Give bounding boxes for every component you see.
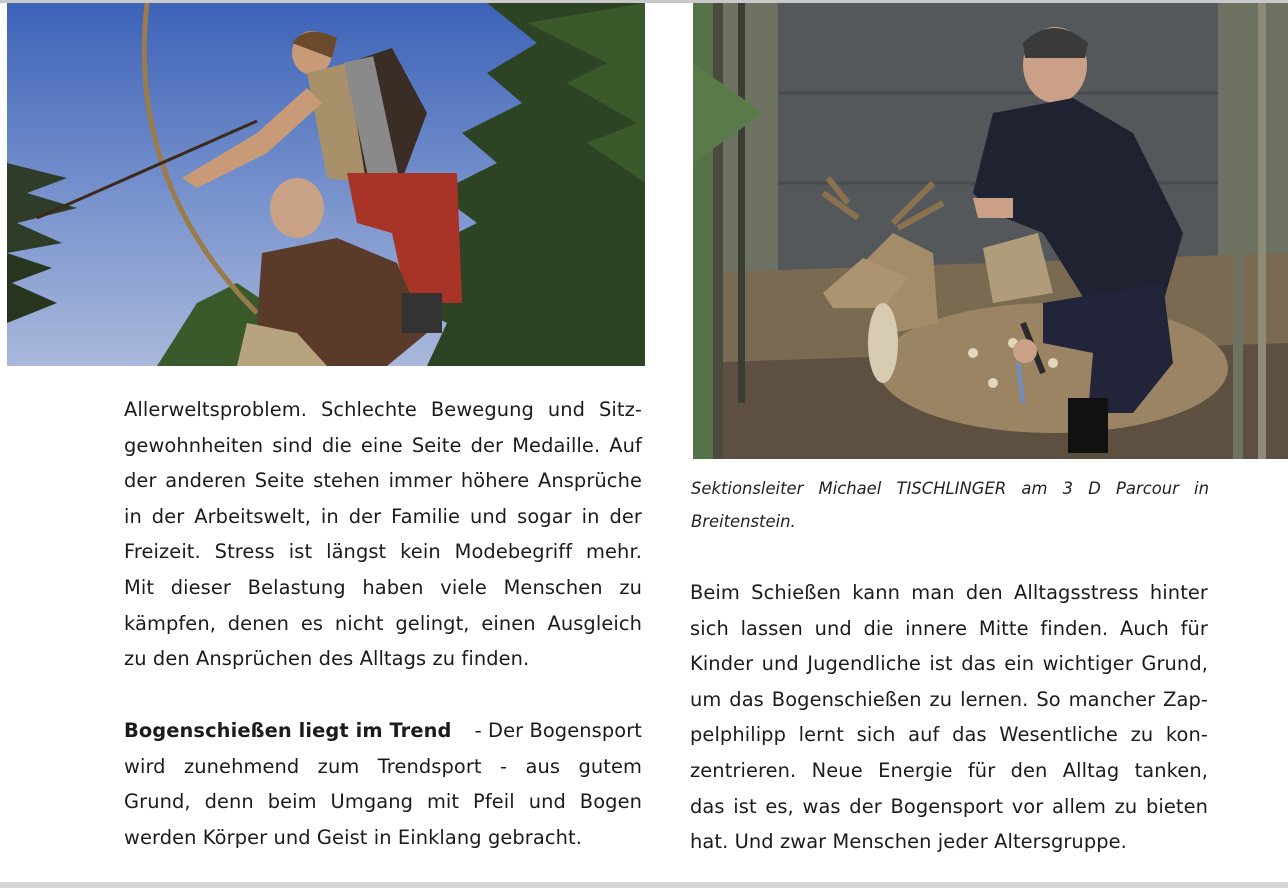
text-line: Beim Schießen kann man den Alltagsstress hinter bbox=[690, 581, 1208, 604]
text-line: zentrieren. Neue Energie für den Alltag tanken, bbox=[690, 758, 1208, 782]
caption-line: Sektionsleiter Michael TISCHLINGER am 3 D Parcour in bbox=[691, 479, 1209, 498]
text-line: gewohnheiten sind die eine Seite der Medaille. Auf bbox=[124, 433, 642, 457]
archers-photo bbox=[7, 3, 645, 366]
text-line: in der Arbeitswelt, in der Familie und sogar in der bbox=[124, 504, 642, 528]
deer-target-photo bbox=[693, 3, 1288, 459]
text-line: sich lassen und die innere Mitte finden. Auch für bbox=[690, 616, 1208, 640]
text-line bbox=[124, 713, 642, 749]
section-heading: Bogenschießen liegt im Trend bbox=[124, 719, 452, 742]
text-line: kämpfen, denen es nicht gelingt, einen Ausgleich bbox=[124, 611, 642, 635]
text-line: pelphilipp lernt sich auf das Wesentliche zu kon- bbox=[690, 723, 1208, 747]
text-line: um das Bogenschießen zu lernen. So mancher Zap- bbox=[690, 687, 1208, 711]
text-line: das ist es, was der Bogensport vor allem zu bieten bbox=[690, 794, 1208, 818]
left-paragraph-1 bbox=[124, 392, 642, 677]
text-line: werden Körper und Geist in Einklang gebracht. bbox=[124, 825, 582, 849]
text-line: hat. Und zwar Menschen jeder Altersgruppe. bbox=[690, 830, 1127, 854]
text-line: der anderen Seite stehen immer höhere Ansprüche bbox=[124, 469, 642, 493]
caption-line: Breitenstein. bbox=[691, 512, 796, 531]
text-line: Kinder und Jugendliche ist das ein wichtiger Grund, bbox=[690, 652, 1208, 676]
text-line: Allerweltsproblem. Schlechte Bewegung und Sitz- bbox=[124, 398, 642, 421]
text-line: Mit dieser Belastung haben viele Menschen zu bbox=[124, 575, 642, 599]
text-line: Freizeit. Stress ist längst kein Modebegriff mehr. bbox=[124, 540, 642, 564]
deer-target-photo-illustration bbox=[693, 3, 1288, 459]
page-edge-bottom bbox=[0, 882, 1288, 888]
text-line: zu den Ansprüchen des Alltags zu finden. bbox=[124, 647, 530, 671]
text-line: Grund, denn beim Umgang mit Pfeil und Bogen bbox=[124, 790, 642, 814]
right-paragraph-1 bbox=[690, 575, 1208, 860]
left-paragraph-2 bbox=[124, 713, 642, 855]
archers-photo-illustration bbox=[7, 3, 645, 366]
text-line: wird zunehmend zum Trendsport - aus gutem bbox=[124, 754, 642, 778]
photo-caption bbox=[691, 472, 1209, 538]
heading-line-rest: - Der Bogensport bbox=[468, 719, 642, 742]
